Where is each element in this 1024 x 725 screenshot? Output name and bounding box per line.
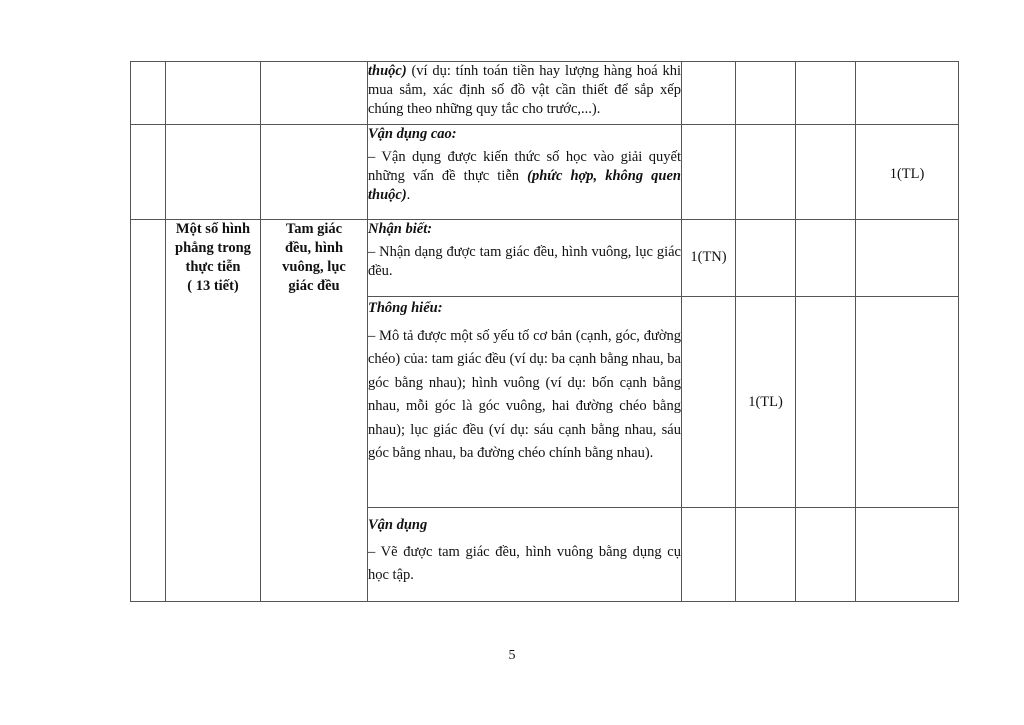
count-vd-cell — [796, 508, 856, 602]
page-number: 5 — [508, 648, 516, 663]
count-nb-cell — [682, 508, 736, 602]
count-nb-cell: 1(TN) — [682, 220, 736, 297]
continuation-text: (ví dụ: tính toán tiền hay lượng hàng hoá khi mua sắm, xác định số đồ vật cần thiết để sắp xếp chúng theo những quy tắc cho trước,...). — [368, 63, 681, 117]
count-nb-cell — [682, 125, 736, 220]
table-row — [131, 125, 959, 220]
topic-cell — [166, 125, 261, 220]
stt-cell — [131, 220, 166, 602]
requirement-cell — [368, 125, 682, 220]
unit-cell — [261, 62, 368, 125]
table-row — [131, 62, 959, 125]
requirement-cell — [368, 62, 682, 125]
unit-cell — [261, 125, 368, 220]
requirement-text: – Nhận dạng được tam giác đều, hình vuông, lục giác đều. — [368, 244, 681, 279]
count-vd-cell — [796, 62, 856, 125]
level-label: Nhận biết: — [368, 221, 433, 237]
count-th-cell: 1(TL) — [736, 297, 796, 508]
requirement-cell — [368, 220, 682, 297]
topic-periods: ( 13 tiết) — [187, 278, 239, 294]
stt-cell — [131, 125, 166, 220]
requirement-cell — [368, 508, 682, 602]
requirement-cell — [368, 297, 682, 508]
unit-cell — [261, 220, 368, 602]
topic-cell — [166, 220, 261, 602]
topic-cell — [166, 62, 261, 125]
count-nb-cell — [682, 297, 736, 508]
unit-title: Tam giác đều, hình vuông, lục giác đều — [282, 221, 346, 294]
continuation-emphasis: thuộc) — [368, 63, 407, 79]
count-th-cell — [736, 508, 796, 602]
requirement-emphasis: (phức hợp, không quen thuộc) — [368, 168, 681, 203]
count-th-cell — [736, 125, 796, 220]
count-th-cell — [736, 62, 796, 125]
specification-matrix-table — [130, 61, 959, 602]
stt-cell — [131, 62, 166, 125]
count-vdc-cell — [856, 508, 959, 602]
requirement-text: – Vẽ được tam giác đều, hình vuông bằng dụng cụ học tập. — [368, 544, 681, 583]
table-row — [131, 220, 959, 297]
level-label: Vận dụng — [368, 517, 428, 533]
count-vd-cell — [796, 220, 856, 297]
count-vdc-cell — [856, 220, 959, 297]
count-vdc-cell — [856, 297, 959, 508]
requirement-text-end: . — [406, 187, 411, 203]
requirement-text: – Vận dụng được kiến thức số học vào giải quyết những vấn đề thực tiễn — [368, 149, 681, 184]
level-label: Thông hiểu: — [368, 300, 443, 316]
count-nb-cell — [682, 62, 736, 125]
count-vd-cell — [796, 297, 856, 508]
level-label: Vận dụng cao: — [368, 126, 457, 142]
count-vdc-cell: 1(TL) — [856, 125, 959, 220]
count-th-cell — [736, 220, 796, 297]
requirement-text: – Mô tả được một số yếu tố cơ bản (cạnh, góc, đường chéo) của: tam giác đều (ví dụ: ba cạnh bằng nhau, ba góc bằng nhau); hình vuông (ví dụ: bốn cạnh bằng nhau, mỗi góc là góc vuông, hai đường chéo bằng nhau); lục giác đều (ví dụ: sáu cạnh bằng nhau, sáu góc bằng nhau, ba đường chéo chính bằng nhau). — [368, 327, 681, 461]
topic-title: Một số hình phẳng trong thực tiễn — [175, 221, 251, 275]
count-vdc-cell — [856, 62, 959, 125]
count-vd-cell — [796, 125, 856, 220]
